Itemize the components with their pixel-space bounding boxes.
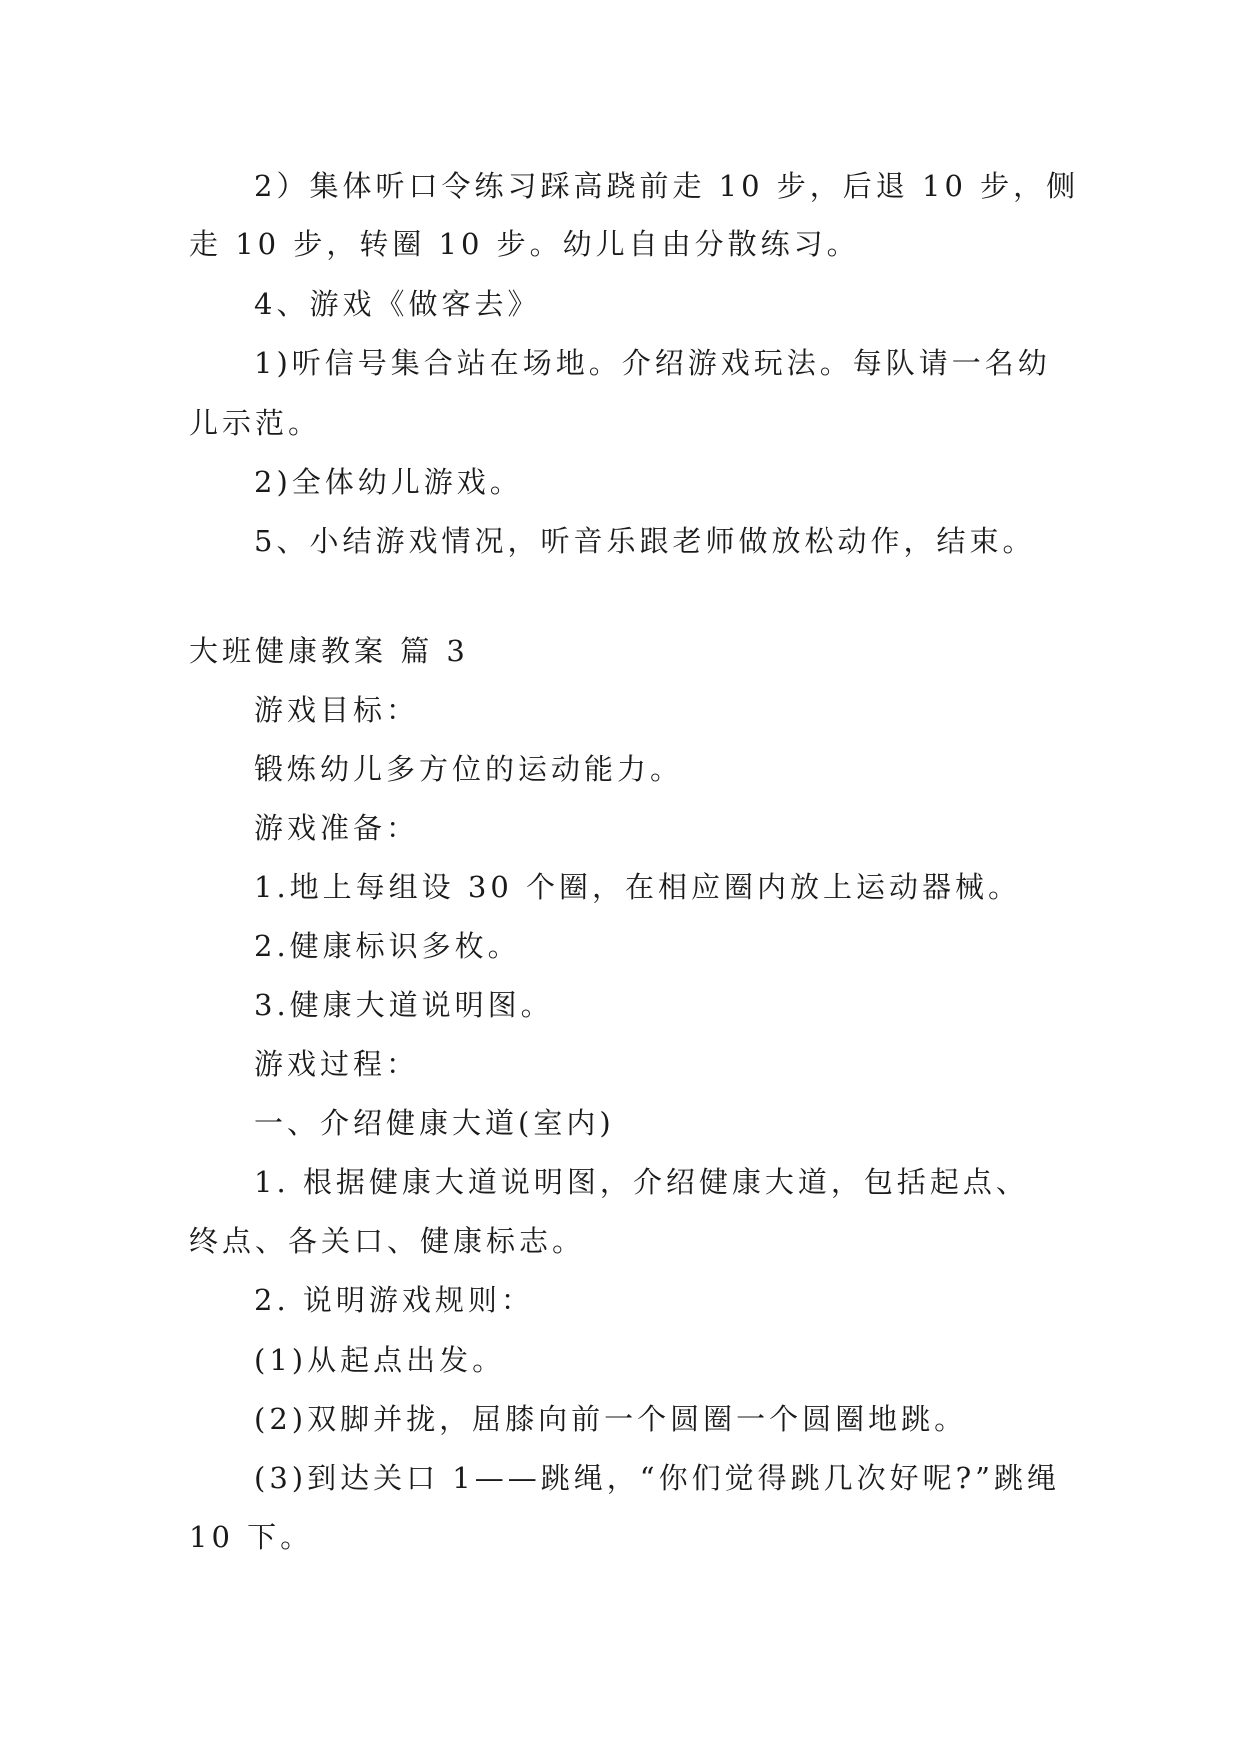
paragraph-line: 3.健康大道说明图。 xyxy=(254,988,554,1022)
paragraph-line: 2）集体听口令练习踩高跷前走 10 步，后退 10 步，侧 xyxy=(254,169,1080,203)
paragraph-line: 2. 说明游戏规则： xyxy=(254,1283,534,1317)
paragraph-line: 游戏过程： xyxy=(254,1047,420,1081)
paragraph-line: 终点、各关口、健康标志。 xyxy=(189,1224,586,1258)
paragraph-line: 儿示范。 xyxy=(189,406,322,440)
paragraph-line: (3)到达关口 1——跳绳，“你们觉得跳几次好呢?”跳绳 xyxy=(254,1461,1060,1495)
paragraph-line: 2.健康标识多枚。 xyxy=(254,929,521,963)
paragraph-line: 4、游戏《做客去》 xyxy=(254,287,541,321)
section-heading: 大班健康教案 篇 3 xyxy=(189,634,469,668)
paragraph-line: 锻炼幼儿多方位的运动能力。 xyxy=(254,752,684,786)
paragraph-line: 1.地上每组设 30 个圈，在相应圈内放上运动器械。 xyxy=(254,870,1022,904)
paragraph-line: 10 下。 xyxy=(189,1520,314,1554)
paragraph-line: 1)听信号集合站在场地。介绍游戏玩法。每队请一名幼 xyxy=(254,346,1051,380)
paragraph-line: 1. 根据健康大道说明图，介绍健康大道，包括起点、 xyxy=(254,1165,1029,1199)
paragraph-line: 游戏准备： xyxy=(254,811,420,845)
paragraph-line: 一、介绍健康大道(室内) xyxy=(254,1106,615,1140)
paragraph-line: 游戏目标： xyxy=(254,693,420,727)
paragraph-line: 走 10 步，转圈 10 步。幼儿自由分散练习。 xyxy=(189,227,860,261)
paragraph-line: 5、小结游戏情况，听音乐跟老师做放松动作，结束。 xyxy=(254,524,1036,558)
paragraph-line: 2)全体幼儿游戏。 xyxy=(254,465,523,499)
paragraph-line: (1)从起点出发。 xyxy=(254,1343,506,1377)
paragraph-line: (2)双脚并拢，屈膝向前一个圆圈一个圆圈地跳。 xyxy=(254,1402,968,1436)
